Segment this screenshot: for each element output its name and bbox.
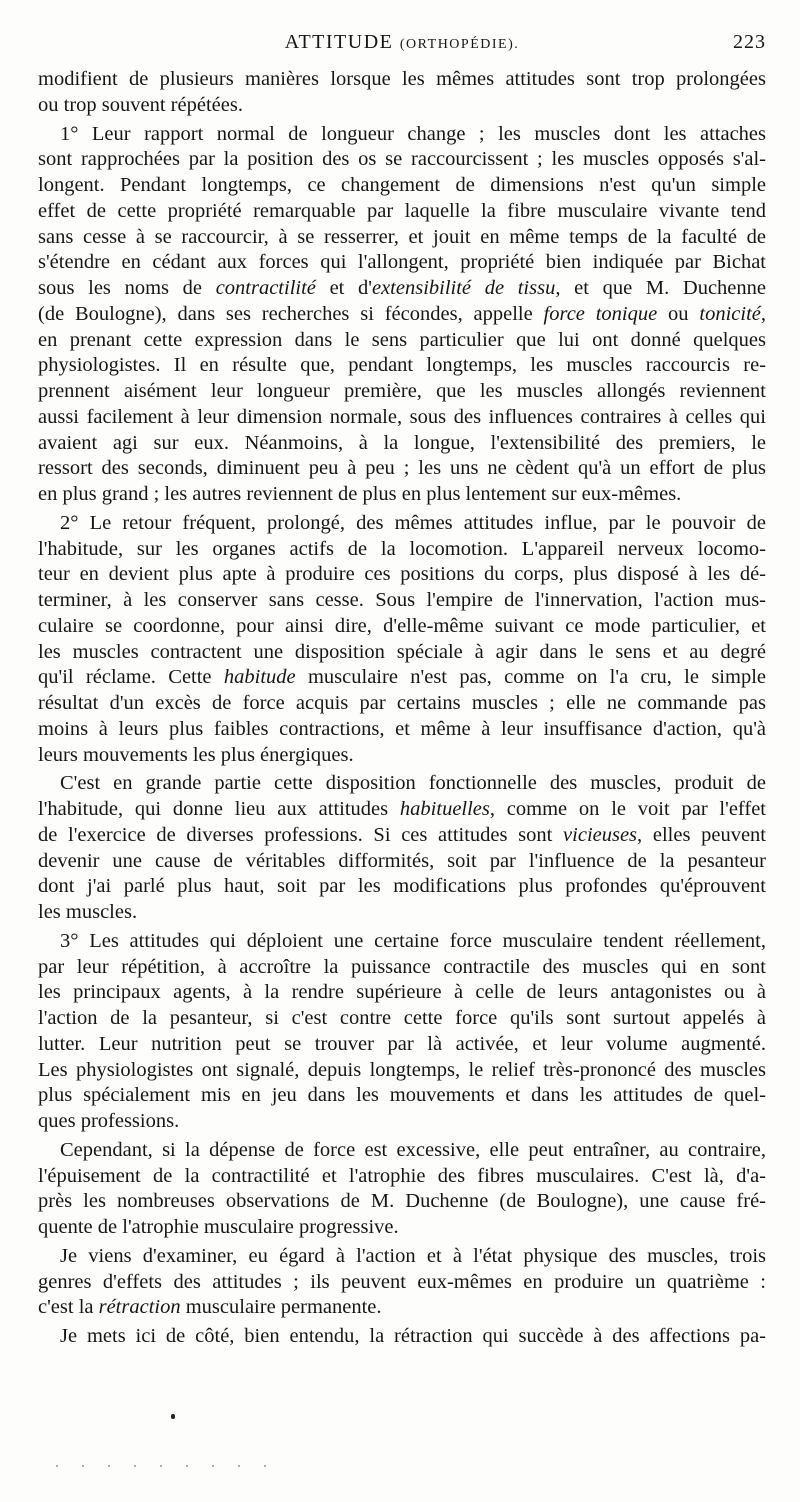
text-line (38, 537, 766, 563)
text-line (38, 482, 766, 508)
text-line (38, 955, 766, 981)
text-segment: , comme on le voit par l'effet (489, 798, 766, 820)
text-line (38, 225, 766, 251)
italic-term: extensibilité de tissu (371, 277, 556, 299)
text-segment: Cependant, si la dépense de force est excessive, elle peut entraîner, au contraire, (60, 1138, 766, 1161)
text-segment: l'habitude, qui donne lieu aux attitudes (38, 798, 400, 820)
text-line (38, 980, 766, 1006)
text-segment: de l'exercice de diverses professions. Si ces attitudes sont (38, 823, 564, 846)
text-segment: dont j'ai parlé plus haut, soit par les modifications plus profondes qu'éprouvent (38, 875, 766, 898)
text-segment: (de Boulogne), dans ses recherches si fécondes, appelle (38, 302, 544, 325)
text-segment: modifient de plusieurs manières lorsque les mêmes attitudes sont trop prolongées (38, 68, 766, 90)
paragraph (38, 122, 766, 508)
text-segment: , elles peuvent (637, 823, 766, 846)
text-line (38, 797, 766, 823)
text-line (38, 1032, 766, 1058)
italic-term: tonicité (699, 302, 761, 325)
text-segment: physiologistes. Il en résulte que, pendant longtemps, les muscles raccourcis re- (38, 354, 766, 377)
text-segment: genres d'effets des attitudes ; ils peuvent eux-mêmes en produire un quatrième : (38, 1270, 766, 1293)
running-head (38, 26, 766, 58)
text-segment: moins à leurs plus faibles contractions, et même à leur insuffisance d'action, qu'à (38, 717, 766, 740)
italic-term: vicieuses (563, 823, 638, 846)
text-segment: quente de l'atrophie musculaire progressive. (38, 1216, 399, 1238)
text-segment: qu'il réclame. Cette (38, 666, 224, 689)
text-segment: ques professions. (38, 1110, 180, 1132)
text-line (38, 1244, 766, 1270)
text-segment: ou (657, 302, 700, 325)
text-line (38, 743, 766, 769)
text-segment: en plus grand ; les autres reviennent de plus en plus lentement sur eux-mêmes. (38, 483, 682, 505)
paragraph (38, 1138, 766, 1241)
text-segment: sous les noms de (38, 277, 216, 299)
text-line (38, 405, 766, 431)
paragraph (38, 929, 766, 1135)
text-line (38, 562, 766, 588)
text-line (38, 614, 766, 640)
text-segment: 1° Leur rapport normal de longueur change ; les muscles dont les attaches (60, 122, 766, 145)
text-segment: s'étendre en cédant aux forces qui l'allongent, propriété bien indiquée par Bichat (38, 251, 766, 274)
text-segment: et d' (315, 277, 372, 299)
text-segment: sont rapprochées par la position des os se raccourcissent ; les muscles opposés s'al- (38, 148, 766, 171)
text-segment: longent. Pendant longtemps, ce changement de dimensions n'est qu'un simple (38, 174, 766, 196)
text-line (38, 1215, 766, 1241)
text-segment: musculaire n'est pas, comme on l'a cru, le simple (295, 666, 766, 689)
text-line (38, 173, 766, 199)
text-line (38, 67, 766, 93)
text-segment: Je viens d'examiner, eu égard à l'action et à l'état physique des muscles, trois (60, 1244, 766, 1267)
text-line (38, 1270, 766, 1296)
text-segment: sans cesse à se raccourcir, à se resserrer, et jouit en même temps de la faculté de (38, 225, 766, 248)
text-line (38, 1109, 766, 1135)
text-segment: ou trop souvent répétées. (38, 93, 243, 116)
running-title-main: ATTITUDE (284, 31, 394, 53)
text-line (38, 276, 766, 302)
text-segment: teur en devient plus apte à produire ces positions du corps, plus disposé à les dé- (38, 563, 766, 586)
text-line (38, 147, 766, 173)
text-line (38, 302, 766, 328)
italic-term: habituelles (399, 798, 490, 820)
text-line (38, 588, 766, 614)
running-title-subtitle: (ORTHOPÉDIE). (399, 37, 520, 52)
text-line (38, 250, 766, 276)
text-segment: en prenant cette expression dans le sens particulier que lui ont donné quelques (38, 328, 766, 351)
text-segment: devenir une cause de véritables difformités, soit par l'influence de la pesanteur (38, 849, 766, 872)
text-segment: ressort des seconds, diminuent peu à peu ; les uns ne cèdent qu'à un effort de plus (38, 457, 766, 480)
text-line (38, 1295, 766, 1321)
text-segment: , et que M. Duchenne (555, 277, 766, 299)
text-line (38, 1006, 766, 1032)
text-segment: 2° Le retour fréquent, prolongé, des mêmes attitudes influe, par le pouvoir de (60, 511, 766, 534)
text-segment: par leur répétition, à accroître la puissance contractile des muscles qui en sont (38, 955, 766, 978)
text-segment: culaire se coordonne, pour ainsi dire, d'elle-même suivant ce mode particulier, et (38, 614, 766, 637)
running-title (38, 26, 766, 61)
text-line (38, 849, 766, 875)
italic-term: contractilité (215, 277, 316, 299)
text-segment: avaient agi sur eux. Néanmoins, à la longue, l'extensibilité des premiers, le (38, 431, 766, 454)
text-segment: Les physiologistes ont signalé, depuis longtemps, le relief très-prononcé des muscles (38, 1058, 766, 1081)
text-segment: l'habitude, sur les organes actifs de la locomotion. L'appareil nerveux locomo- (38, 537, 766, 560)
text-line (38, 691, 766, 717)
text-line (38, 1083, 766, 1109)
paragraph (38, 67, 766, 119)
text-line (38, 328, 766, 354)
page-number: 223 (733, 31, 766, 53)
paragraph (38, 1324, 766, 1350)
text-segment: les muscles. (38, 901, 138, 923)
text-line (38, 874, 766, 900)
text-segment: résultat d'un excès de force acquis par certains muscles ; elle ne commande pas (38, 692, 766, 714)
italic-term: habitude (223, 666, 296, 689)
text-line (38, 1189, 766, 1215)
text-line (38, 1164, 766, 1190)
text-segment: leurs mouvements les plus énergiques. (38, 743, 354, 766)
text-segment: 3° Les attitudes qui déploient une certaine force musculaire tendent réellement, (60, 929, 766, 952)
text-line (38, 771, 766, 797)
text-segment: prennent aisément leur longueur première, que les muscles allongés reviennent (38, 380, 766, 402)
text-line (38, 1324, 766, 1350)
ink-speck (171, 1414, 175, 1419)
text-line (38, 353, 766, 379)
text-segment: les principaux agents, à la rendre supérieure à celle de leurs antagonistes ou à (38, 981, 766, 1004)
text-line (38, 456, 766, 482)
text-segment: les muscles contractent une disposition spéciale à agir dans le sens et au degré (38, 640, 766, 663)
text-line (38, 900, 766, 926)
text-line (38, 431, 766, 457)
italic-term: force tonique (543, 302, 658, 325)
text-segment: plus spécialement mis en jeu dans les mouvements et dans les attitudes de quel- (38, 1084, 766, 1107)
italic-term: rétraction (98, 1296, 181, 1319)
text-line (38, 379, 766, 405)
text-line (38, 93, 766, 119)
text-line (38, 199, 766, 225)
paragraph (38, 511, 766, 769)
text-segment: l'action de la pesanteur, si c'est contre cette force qu'ils sont surtout appelés à (38, 1007, 766, 1029)
text-line (38, 1138, 766, 1164)
text-segment: terminer, à les conserver sans cesse. Sous l'empire de l'innervation, l'action mus- (38, 589, 766, 611)
paragraph (38, 771, 766, 926)
text-line (38, 929, 766, 955)
text-segment: , (760, 302, 766, 325)
paragraph (38, 1244, 766, 1321)
text-line (38, 717, 766, 743)
text-segment: lutter. Leur nutrition peut se trouver par là activée, et leur volume augmenté. (38, 1032, 766, 1055)
text-segment: musculaire permanente. (180, 1296, 382, 1319)
scan-noise (44, 1465, 284, 1467)
body-text (38, 67, 766, 1350)
text-segment: l'épuisement de la contractilité et l'atrophie des fibres musculaires. C'est là, d'a- (38, 1164, 766, 1187)
text-line (38, 640, 766, 666)
text-segment: près les nombreuses observations de M. Duchenne (de Boulogne), une cause fré- (38, 1190, 766, 1213)
text-line (38, 665, 766, 691)
text-segment: aussi facilement à leur dimension normale, sous des influences contraires à celles qui (38, 405, 766, 428)
text-line (38, 511, 766, 537)
text-line (38, 823, 766, 849)
text-line (38, 122, 766, 148)
text-segment: Je mets ici de côté, bien entendu, la rétraction qui succède à des affections pa- (60, 1325, 766, 1347)
text-segment: effet de cette propriété remarquable par laquelle la fibre musculaire vivante tend (38, 199, 766, 222)
text-line (38, 1058, 766, 1084)
text-segment: c'est la (38, 1296, 99, 1319)
text-segment: C'est en grande partie cette disposition fonctionnelle des muscles, produit de (60, 772, 766, 795)
